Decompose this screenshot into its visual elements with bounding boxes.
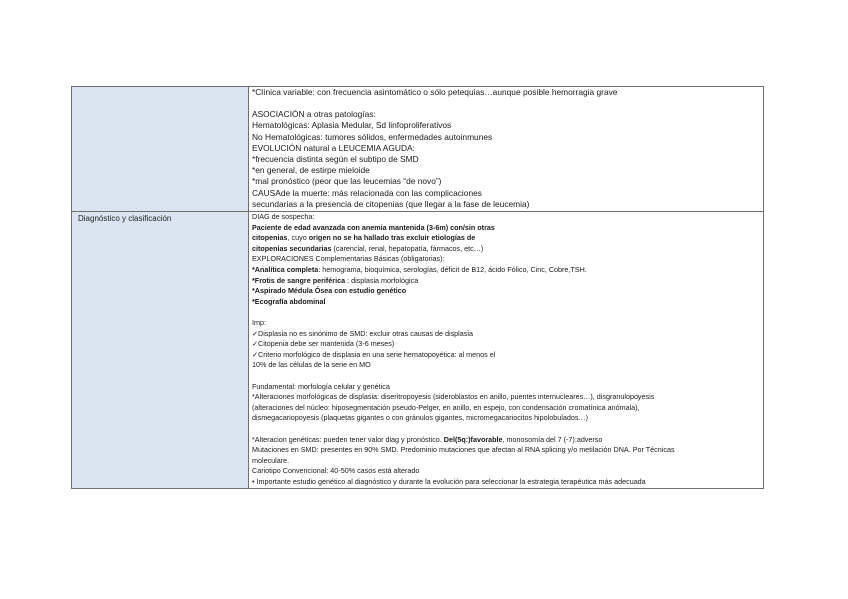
- text-line: secundarias a la presencia de citopenias (que llegar a la fase de leucemia): [252, 198, 530, 209]
- ecografia-bold: *Ecografía abdominal: [252, 296, 326, 306]
- frotis-text: : displasia morfológica: [345, 275, 419, 285]
- exploraciones-title: EXPLORACIONES Complementarias Básicas (obligatorias):: [252, 254, 445, 264]
- imp-item: ✓Displasia no es sinónimo de SMD: excluir otras causas de displasia: [252, 328, 473, 338]
- frotis-line: [252, 276, 763, 287]
- genetica-line: Mutaciones en SMD: presentes en 90% SMD. Predominio mutaciones que afectan al RNA splicing y/o metilación DNA. Por Técnicas: [252, 445, 675, 455]
- diagnostico-content-cell: [249, 212, 764, 489]
- fundamental-line: dismegacariopoyesis (plaquetas gigantes o con gránulos gigantes, micromegacariocitos hipolobulados…): [252, 413, 589, 423]
- table-row-diagnostico: [72, 212, 764, 489]
- text-line: CAUSAde la muerte: más relacionada con las complicaciones: [252, 187, 482, 198]
- row-label-cell-diagnostico: [72, 212, 249, 489]
- blank-line: [252, 424, 763, 435]
- clinica-content-cell: [249, 87, 764, 212]
- text-line: *Clínica variable: con frecuencia asintomático o sólo petequias…aunque posible hemorragia grave: [252, 87, 618, 97]
- imp-item: 10% de las células de la serie en MO: [252, 360, 371, 370]
- genetica-line-1: [252, 435, 763, 446]
- fundamental-line: (alteraciones del núcleo: hiposegmentación pseudo-Pelger, en anillo, en espejo, con condensación cromatínica anómala),: [252, 402, 640, 412]
- text-line: *frecuencia distinta según el subtipo de SMD: [252, 154, 419, 165]
- aspirado-bold: *Aspirado Médula Ósea con estudio genético: [252, 286, 407, 296]
- aspirado-line: [252, 286, 763, 297]
- fundamental-title: Fundamental: morfología celular y genética: [252, 381, 390, 391]
- row-label-diagnostico: Diagnóstico y clasificación: [78, 214, 172, 224]
- genetica-bold: Del(5q:)favorable: [443, 434, 503, 444]
- fundamental-line: *Alteraciones morfológicas de displasia: diseritropoyesis (sideroblastos en anillo, puentes internucleares…), disgranulopoyesis: [252, 392, 655, 402]
- ecografia-line: [252, 297, 763, 308]
- imp-title: Imp:: [252, 317, 266, 327]
- text-line: ASOCIACIÓN a otras patologías:: [252, 109, 376, 120]
- sospecha-line-2: [252, 233, 763, 244]
- diag-title: DIAG de sospecha:: [252, 212, 315, 222]
- analitica-line: [252, 265, 763, 276]
- table-row-clinica: [72, 87, 764, 212]
- sospecha-bold: origen no se ha hallado tras excluir etiologías de: [308, 233, 476, 243]
- clinica-text-block: [249, 87, 763, 211]
- sospecha-text: (carencial, renal, hepatopatía, fármacos, etc…): [331, 243, 484, 253]
- blank-line: [252, 371, 763, 382]
- imp-item: ✓Criterio morfológico de displasia en una serie hematopoyética: al menos el: [252, 349, 496, 359]
- text-line: *mal pronóstico (peor que las leucemias “de novo”): [252, 176, 442, 187]
- analitica-text: : hemograma, bioquímica, serologías, déficit de B12, ácido Fólico, Cinc, Cobre,TSH.: [318, 265, 587, 274]
- sospecha-line-1: [252, 223, 763, 234]
- diagnostico-text-block: [249, 212, 763, 488]
- row-label: [72, 87, 248, 88]
- text-line: EVOLUCIÓN natural a LEUCEMIA AGUDA:: [252, 142, 415, 153]
- text-line: Hematológicas: Aplasia Medular, Sd linfoproliferativos: [252, 120, 452, 131]
- text-line: *en general, de estirpe mieloide: [252, 165, 370, 176]
- genetica-text: , monosomía del 7 (-7):adverso: [502, 434, 603, 444]
- genetica-line: moleculare.: [252, 455, 290, 465]
- frotis-bold: *Frotis de sangre periférica: [252, 275, 346, 285]
- sospecha-text: , cuyo: [287, 233, 309, 243]
- text-line: No Hematológicas: tumores sólidos, enfermedades autoinmunes: [252, 131, 493, 142]
- blank-line: [252, 98, 763, 109]
- sospecha-bold: citopenias secundarias: [252, 243, 332, 253]
- row-label-cell-empty: [72, 87, 249, 212]
- imp-item: ✓Citopenia debe ser mantenida (3-6 meses): [252, 339, 395, 349]
- sospecha-bold: citopenias: [252, 233, 288, 243]
- genetica-line: • Importante estudio genético al diagnóstico y durante la evolución para seleccionar la estrategia terapéutica más adecuada: [252, 476, 646, 486]
- analitica-bold: *Analítica completa: [252, 265, 319, 274]
- blank-line: [252, 307, 763, 318]
- sospecha-bold: Paciente de edad avanzada con anemia mantenida (3-6m) con/sin otras: [252, 222, 495, 232]
- genetica-text: *Alteracion genéticas: pueden tener valor diag y pronóstico.: [252, 434, 444, 444]
- genetica-line: Cariotipo Convencional: 40-50% casos está alterado: [252, 466, 420, 476]
- sospecha-line-3: [252, 244, 763, 255]
- smd-table: [71, 86, 764, 489]
